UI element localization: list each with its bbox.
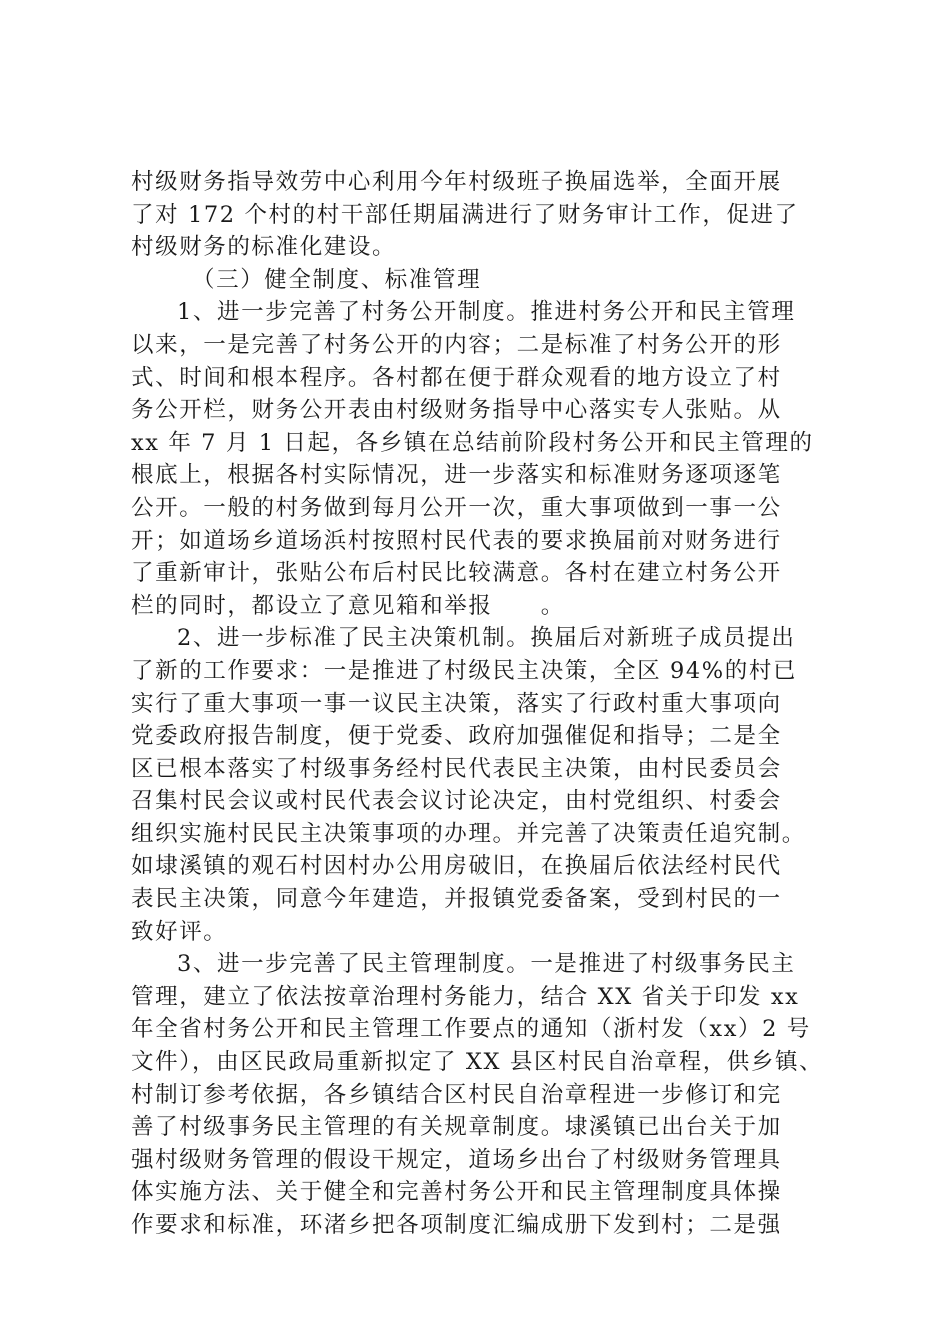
text-line: 式、时间和根本程序。各村都在便于群众观看的地方设立了村 bbox=[131, 364, 782, 391]
paragraph-first-line: 3、进一步完善了民主管理制度。一是推进了村级事务民主 bbox=[177, 951, 796, 978]
text-line: 强村级财务管理的假设干规定，道场乡出台了村级财务管理具 bbox=[131, 1146, 782, 1173]
text-line: 了新的工作要求：一是推进了村级民主决策，全区 94%的村已 bbox=[131, 657, 798, 684]
text-line: 务公开栏，财务公开表由村级财务指导中心落实专人张贴。从 bbox=[131, 397, 782, 424]
text-line: 村级财务指导效劳中心利用今年村级班子换届选举，全面开展 bbox=[131, 169, 782, 195]
text-line: 了对 172 个村的村干部任期届满进行了财务审计工作，促进了 bbox=[131, 201, 799, 228]
text-line: 文件），由区民政局重新拟定了 XX 县区村民自治章程，供乡镇、 bbox=[131, 1049, 824, 1076]
text-line: 了重新审计，张贴公布后村民比较满意。各村在建立村务公开 bbox=[131, 560, 782, 587]
text-line: 体实施方法、关于健全和完善村务公开和民主管理制度具体操 bbox=[131, 1179, 782, 1206]
text-line: 致好评。 bbox=[131, 918, 228, 945]
text-line: 如埭溪镇的观石村因村办公用房破旧，在换届后依法经村民代 bbox=[131, 853, 782, 880]
text-line: 召集村民会议或村民代表会议讨论决定，由村党组织、村委会 bbox=[131, 788, 782, 815]
text-line: 开；如道场乡道场浜村按照村民代表的要求换届前对财务进行 bbox=[131, 527, 782, 554]
text-line: 管理，建立了依法按章治理村务能力，结合 XX 省关于印发 xx bbox=[131, 983, 800, 1010]
text-line: 公开。一般的村务做到每月公开一次，重大事项做到一事一公 bbox=[131, 494, 782, 521]
section-heading: （三）健全制度、标准管理 bbox=[192, 266, 482, 293]
text-line: 栏的同时，都设立了意见箱和举报 。 bbox=[131, 592, 565, 619]
text-line: 村制订参考依据，各乡镇结合区村民自治章程进一步修订和完 bbox=[131, 1081, 782, 1108]
text-line: 组织实施村民民主决策事项的办理。并完善了决策责任追究制。 bbox=[131, 820, 806, 847]
text-line: 善了村级事务民主管理的有关规章制度。埭溪镇已出台关于加 bbox=[131, 1114, 782, 1141]
text-line: xx 年 7 月 1 日起，各乡镇在总结前阶段村务公开和民主管理的 bbox=[131, 429, 814, 456]
text-line: 党委政府报告制度，便于党委、政府加强催促和指导；二是全 bbox=[131, 723, 782, 750]
document-body bbox=[131, 166, 831, 1242]
text-line: 作要求和标准，环渚乡把各项制度汇编成册下发到村；二是强 bbox=[131, 1212, 782, 1238]
paragraph-first-line: 1、进一步完善了村务公开制度。推进村务公开和民主管理 bbox=[177, 299, 796, 326]
text-line: 年全省村务公开和民主管理工作要点的通知（浙村发（xx）2 号 bbox=[131, 1016, 811, 1043]
text-line: 根底上，根据各村实际情况，进一步落实和标准财务逐项逐笔 bbox=[131, 462, 782, 489]
text-line: 表民主决策，同意今年建造，并报镇党委备案，受到村民的一 bbox=[131, 886, 782, 913]
text-line: 区已根本落实了村级事务经村民代表民主决策，由村民委员会 bbox=[131, 755, 782, 782]
text-line: 以来，一是完善了村务公开的内容；二是标准了村务公开的形 bbox=[131, 331, 782, 358]
paragraph-first-line: 2、进一步标准了民主决策机制。换届后对新班子成员提出 bbox=[177, 625, 796, 652]
text-line: 村级财务的标准化建设。 bbox=[131, 234, 397, 261]
text-line: 实行了重大事项一事一议民主决策，落实了行政村重大事项向 bbox=[131, 690, 782, 717]
